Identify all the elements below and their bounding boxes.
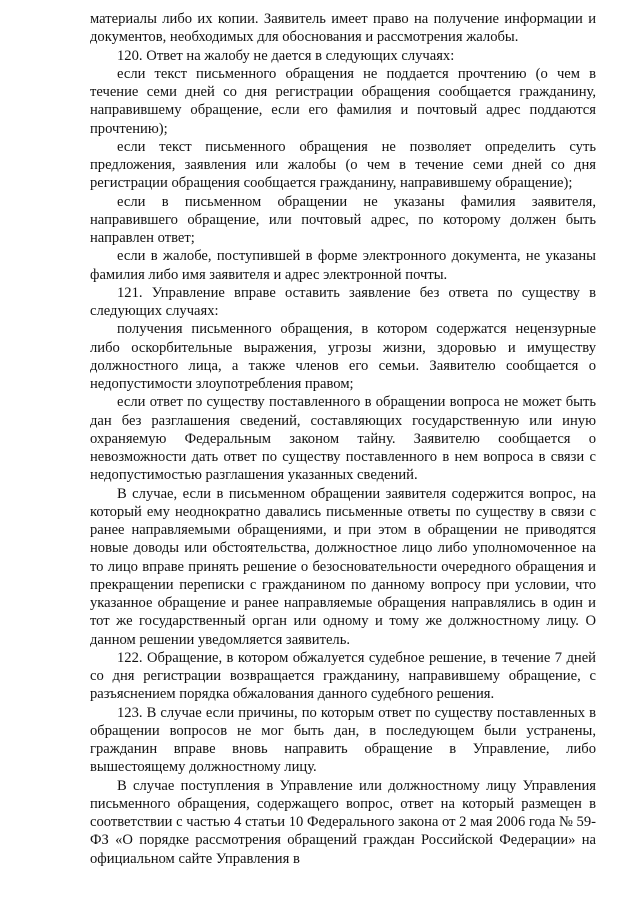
- paragraph-121-heading: 121. Управление вправе оставить заявление без ответа по существу в следующих случаях:: [90, 284, 596, 319]
- paragraph-121-case-secret: если ответ по существу поставленного в обращении вопроса не может быть дан без разглашения сведений, составляющих государственную или иную охраняемую Федеральным законом тайну. Заявителю сообщается о невозможности дать ответ по существу поставленного в нем вопроса в связи с недопустимостью разглашения указанных сведений.: [90, 394, 596, 484]
- paragraph-123: 123. В случае если причины, по которым ответ по существу поставленных в обращении вопросов не мог быть дан, в последующем были устранены, гражданин вправе вновь направить обращение в Управление, либо вышестоящему должностному лицу.: [90, 704, 596, 776]
- paragraph-continuation: материалы либо их копии. Заявитель имеет право на получение информации и документов, необходимых для обоснования и рассмотрения жалобы.: [90, 11, 596, 46]
- paragraph-website-answer: В случае поступления в Управление или должностному лицу Управления письменного обращения, содержащего вопрос, ответ на который размещен в соответствии с частью 4 статьи 10 Федерального закона от 2 мая 2006 года № 59-ФЗ «О порядке рассмотрения обращений граждан Российской Федерации» на официальном сайте Управления в: [90, 777, 596, 867]
- paragraph-120-case-electronic: если в жалобе, поступившей в форме электронного документа, не указаны фамилия либо имя заявителя и адрес электронной почты.: [90, 248, 596, 283]
- paragraph-120-case-no-name: если в письменном обращении не указаны фамилия заявителя, направившего обращение, или почтовый адрес, по которому должен быть направлен ответ;: [90, 193, 596, 246]
- paragraph-120-heading: 120. Ответ на жалобу не дается в следующих случаях:: [117, 47, 455, 64]
- paragraph-120-case-unreadable: если текст письменного обращения не поддается прочтению (о чем в течение семи дней со дня регистрации обращения сообщается гражданину, направившему обращение, если его фамилия и почтовый адрес поддаются прочтению);: [90, 65, 596, 137]
- paragraph-120-case-no-essence: если текст письменного обращения не позволяет определить суть предложения, заявления или жалобы (о чем в течение семи дней со дня регистрации обращения сообщается гражданину, направившему обращение);: [90, 138, 596, 192]
- document-page: [90, 10, 596, 868]
- paragraph-122: 122. Обращение, в котором обжалуется судебное решение, в течение 7 дней со дня регистрации возвращается гражданину, направившему обращение, с разъяснением порядка обжалования данного судебного решения.: [90, 649, 596, 703]
- paragraph-repeated-appeal: В случае, если в письменном обращении заявителя содержится вопрос, на который ему неоднократно давались письменные ответы по существу в связи с ранее направляемыми обращениями, и при этом в обращении не приводятся новые доводы или обстоятельства, должностное лицо либо уполномоченное на то лицо вправе принять решение о безосновательности очередного обращения и прекращении переписки с гражданином по данному вопросу при условии, что указанное обращение и ранее направляемые обращения направлялись в один и тот же государственный орган или одному и тому же должностному лицу. О данном решении уведомляется заявитель.: [90, 485, 596, 648]
- paragraph-121-case-obscene: получения письменного обращения, в котором содержатся нецензурные либо оскорбительные выражения, угрозы жизни, здоровью и имуществу должностного лица, а также членов его семьи. Заявителю сообщается о недопустимости злоупотребления правом;: [90, 321, 596, 392]
